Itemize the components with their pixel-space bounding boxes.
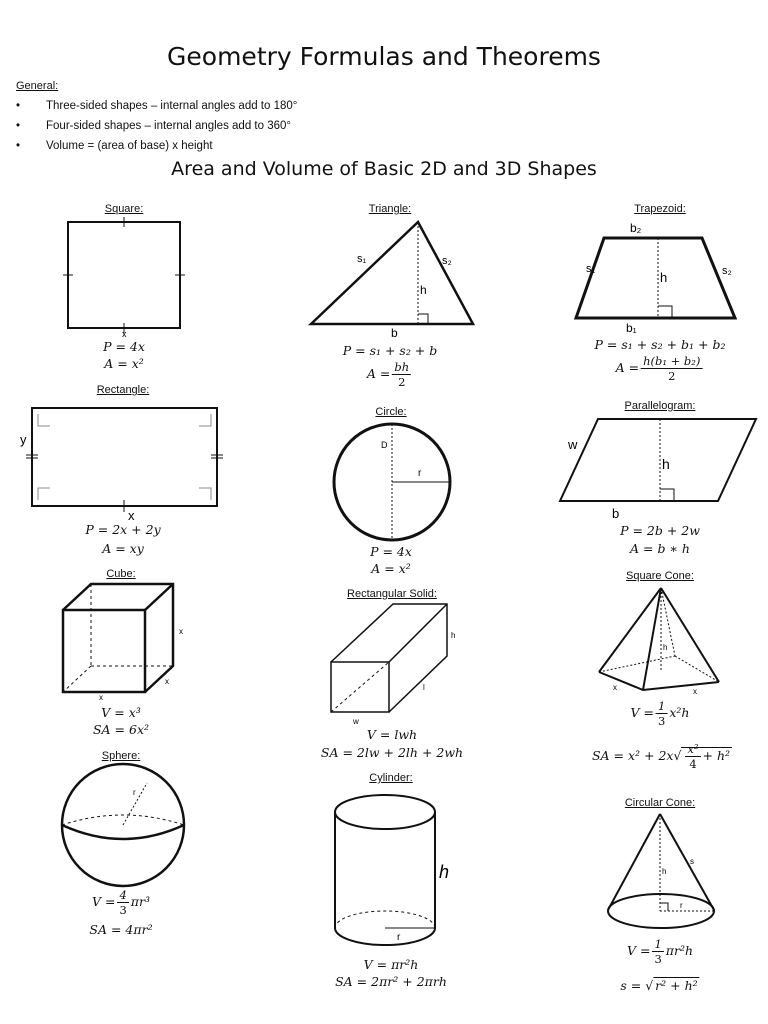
svg-text:l: l <box>423 683 425 692</box>
square-perimeter: P = 4x <box>103 339 145 354</box>
list-item: • Three-sided shapes – internal angles add to 180° <box>16 100 298 112</box>
svg-text:x: x <box>165 677 169 686</box>
sphere-volume: V = $\frac{4}{3}$ πr³ <box>91 888 151 917</box>
svg-text:h: h <box>660 270 668 285</box>
svg-text:s₁: s₁ <box>357 253 367 265</box>
svg-text:h: h <box>451 631 456 640</box>
rectangle-area: A = xy <box>102 541 144 556</box>
svg-text:s₂: s₂ <box>442 255 452 267</box>
triangle-figure <box>305 216 480 341</box>
svg-text:r: r <box>680 901 683 910</box>
circular-cone-label: Circular Cone: <box>624 797 696 809</box>
square-cone-label: Square Cone: <box>626 570 694 582</box>
triangle-label: Triangle: <box>368 203 412 215</box>
cube-figure <box>55 580 195 702</box>
svg-text:b: b <box>391 326 398 340</box>
cube-surface-area: SA = 6x² <box>92 722 150 737</box>
svg-text:h: h <box>439 862 450 882</box>
svg-text:r: r <box>418 468 422 479</box>
square-cone-surface-area: SA = x² + 2x√ $\frac{\text{x²}}{4}$ + h² <box>591 742 731 771</box>
triangle-area: A = $\frac{bh}{2}$ <box>366 360 410 389</box>
circular-cone-slant: s = √ r² + h² <box>620 978 698 993</box>
svg-text:h: h <box>420 283 427 297</box>
circle-area: A = x² <box>371 561 411 576</box>
rectangle-label: Rectangle: <box>96 384 150 396</box>
square-area: A = x² <box>104 356 144 371</box>
trapezoid-area: A = $\frac{\text{h(b₁ + b₂)}}{2}$ <box>615 354 701 383</box>
square-cone-volume: V = $\frac{1}{3}$ x²h <box>630 699 690 728</box>
triangle-perimeter: P = s₁ + s₂ + b <box>342 343 438 358</box>
rectangular-solid-figure <box>325 600 475 725</box>
svg-text:s: s <box>690 857 694 866</box>
svg-text:y: y <box>20 432 27 447</box>
sphere-label: Sphere: <box>101 750 141 762</box>
cube-volume: V = x³ <box>101 705 141 720</box>
svg-text:b: b <box>612 506 620 521</box>
section-title: Area and Volume of Basic 2D and 3D Shapes <box>171 158 597 180</box>
cube-label: Cube: <box>106 568 136 580</box>
square-cone-figure <box>595 584 725 694</box>
svg-text:w: w <box>353 717 359 726</box>
list-item: • Volume = (area of base) x height <box>16 140 213 152</box>
svg-text:s₁: s₁ <box>586 263 596 275</box>
svg-text:D: D <box>381 440 388 450</box>
circular-cone-figure <box>600 810 725 935</box>
svg-text:h: h <box>663 643 668 652</box>
rectangle-perimeter: P = 2x + 2y <box>85 522 161 537</box>
svg-text:x: x <box>693 687 697 696</box>
parallelogram-area: A = b ∗ h <box>630 541 690 556</box>
rectangle-figure <box>20 400 230 523</box>
circle-perimeter: P = 4x <box>370 544 412 559</box>
cylinder-surface-area: SA = 2πr² + 2πrh <box>335 974 447 989</box>
trapezoid-figure <box>570 218 750 338</box>
svg-text:r: r <box>397 932 401 943</box>
parallelogram-perimeter: P = 2b + 2w <box>620 523 700 538</box>
trapezoid-perimeter: P = s₁ + s₂ + b₁ + b₂ <box>594 337 726 352</box>
svg-text:h: h <box>662 867 667 876</box>
svg-text:x: x <box>99 693 103 702</box>
svg-text:h: h <box>662 456 670 472</box>
parallelogram-figure <box>560 413 760 523</box>
svg-text:x: x <box>613 683 617 692</box>
rectangular-solid-label: Rectangular Solid: <box>347 588 437 600</box>
rectangular-solid-surface-area: SA = 2lw + 2lh + 2wh <box>320 745 464 760</box>
svg-text:x: x <box>128 508 135 523</box>
square-figure <box>60 216 190 339</box>
svg-text:w: w <box>568 437 578 452</box>
sphere-surface-area: SA = 4πr² <box>89 922 153 937</box>
svg-text:b₁: b₁ <box>626 321 637 335</box>
cylinder-label: Cylinder: <box>369 772 413 784</box>
rectangular-solid-volume: V = lwh <box>366 727 418 742</box>
svg-text:b₂: b₂ <box>630 221 642 235</box>
page-title: Geometry Formulas and Theorems <box>167 42 601 71</box>
circle-label: Circle: <box>375 406 407 418</box>
parallelogram-label: Parallelogram: <box>624 400 696 412</box>
cylinder-figure <box>325 790 460 955</box>
square-label: Square: <box>104 203 144 215</box>
svg-text:r: r <box>133 788 136 797</box>
trapezoid-label: Trapezoid: <box>634 203 686 215</box>
svg-text:x: x <box>179 627 183 636</box>
svg-text:s₂: s₂ <box>722 265 732 277</box>
cylinder-volume: V = πr²h <box>363 957 419 972</box>
circle-figure <box>325 420 460 545</box>
circular-cone-volume: V = $\frac{1}{3}$ πr²h <box>626 937 694 966</box>
general-list <box>16 96 297 156</box>
sphere-figure <box>55 765 195 885</box>
general-heading: General: <box>16 80 59 92</box>
svg-text:x: x <box>122 329 127 339</box>
list-item: • Four-sided shapes – internal angles add to 360° <box>16 120 291 132</box>
